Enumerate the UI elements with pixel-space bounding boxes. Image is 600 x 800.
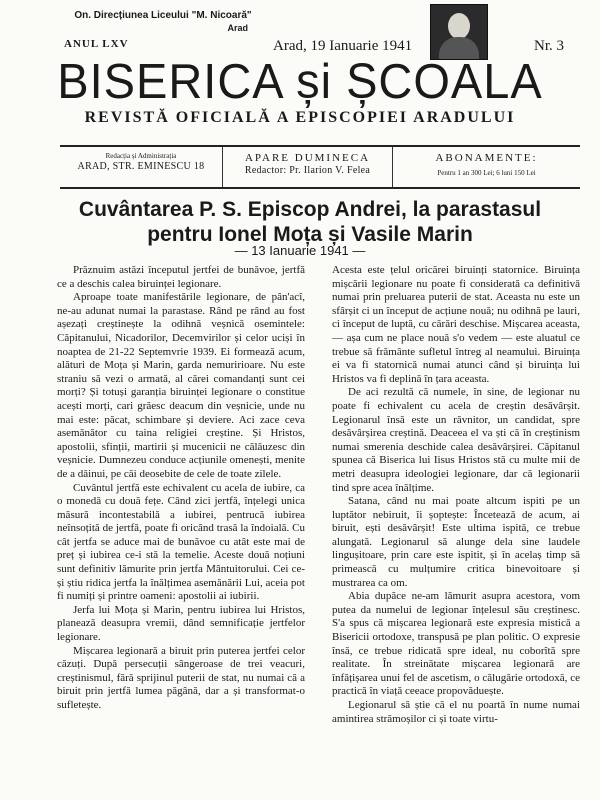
paragraph: Acesta este țelul oricărei biruinți statornice. Biruința mișcării legionare nu poate fi considerată ca definitivă numai prin preluarea puterii de stat. Aceasta nu este un sfârșit ci un început de acțiune nouă; nu odihnă pe lauri, ci început de luptă, cu cărări deschise. Mișcarea aceasta, — așa cum ne place nouă s'o vedem — este aluatul ce trebue să frământe sufletul întreg al neamului. Biruința ei va fi statornică numai atunci când și biruința lui Hristos va fi deplină în țara aceasta.	[332, 264, 580, 385]
paragraph: Cuvântul jertfă este echivalent cu acela de iubire, ca o monedă cu două fețe. Când zici jertfă, înțelegi unica măsură incontestabilă a iubirei, pentrucă iubirea neînsoțită de jertfă, poate fi oricând trasă la îndoială. Cu cât jertfa se aduce mai de bunăvoe cu atât este mai de preț și iubirea ce-i stă la temelie. Aceste două noțiuni sunt definitiv lămurite prin jertfa Mântuitorului. Cei ce-și știu ridica jertfa la înălțimea asemănării Lui, aceia pot fi numiți și printre oameni: apostolii ai iubirii.	[57, 481, 305, 603]
info-box	[60, 145, 580, 189]
stamp-text: On. Direcțiunea Liceului "M. Nicoară"	[74, 10, 252, 21]
portrait-photo	[430, 4, 488, 60]
paragraph: Satana, când nu mai poate altcum ispiti pe un luptător nebiruit, îi șoptește: Încetează de acum, ai biruit, ești desăvârșit! Este ultima ispită, ce trebue alungată. Legionarul să alunge dela sine laudele lingușitoare, prin care este ispitit, și în acelaș timp să primească cu mulțumire critica binevoitoare și mustrarea ca om.	[332, 495, 580, 589]
paragraph: Aproape toate manifestările legionare, de pân'acî, ne-au adunat numai la parastase. Rând pe rând au fost așezați creștinește la odihnă veșnică osemintele: Căpitanului, Nicadorilor, Decemvirilor și celor uciși în noaptea de 21-22 Septemvrie 1939. Ei formează acum, alături de Moța și Marin, garda nemuririoare. Nu este straniu să vezi o armată, al cărei comandanți sunt cei morți? Și totuși garanția biruinței legionare o constitue acești morți, cari grăesc deacum din veșnicie, unde nu mai este: păcat, schimbare și deviere. Aci zace ceva asemănător cu taina religiei creștine. Și Hristos, apostolii, sfinții, martirii și mucenicii ne călăuzesc din veșnicie. Dumnezeu conduce acțiunile omenești, menite de a dăinui, pe căi deosebite de cele de toate zilele.	[57, 291, 305, 480]
headline-line-1: Cuvântarea P. S. Episcop Andrei, la parastasul	[78, 198, 542, 221]
editorial-cell	[60, 147, 223, 187]
portrait-head	[448, 13, 470, 39]
paragraph: Prăznuim astăzi începutul jertfei de bunăvoe, jertfă ce a deschis calea biruinței legionare.	[57, 264, 305, 290]
paragraph: Legionarul să știe că el nu poartă în nume numai amintirea strămoșilor ci și toate virtu-	[332, 699, 580, 725]
library-stamp	[58, 10, 268, 34]
stamp-city: Arad	[227, 23, 248, 33]
paragraph: Jerfa lui Moța și Marin, pentru iubirea lui Hristos, planează deasupra vremii, dând semnificație jertfelor legionare.	[57, 603, 305, 644]
subscription-label: ABONAMENTE:	[435, 152, 538, 164]
issue-date: Arad, 19 Ianuarie 1941	[273, 38, 413, 54]
masthead-title: BISERICA și ȘCOALA	[57, 52, 543, 109]
editor-name: Redactor: Pr. Ilarion V. Felea	[244, 165, 371, 176]
paragraph: Abia dupăce ne-am lămurit asupra acestora, vom putea da numelui de legionar înțelesul său creștinesc. S'a spus că mișcarea legionară este expresia mistică a Bisericii ortodoxe, transpusă pe plan politic. O expresie însă, ce trebue ridicată spre ideal, nu coborîtă spre realitate. În streinătate mișcarea legionară are înfățișarea unui fel de ascetism, o călugărie ortodoxă, ce practică în viață ceeace propovăduește.	[332, 590, 580, 698]
masthead-subtitle: REVISTĂ OFICIALĂ A EPISCOPIEI ARADULUI	[84, 109, 516, 126]
issue-year: ANUL LXV	[64, 38, 129, 50]
article-headline	[40, 197, 580, 247]
right-column	[332, 264, 580, 726]
appears-label: APARE DUMINECA	[244, 152, 371, 164]
editorial-address: ARAD, STR. EMINESCU 18	[77, 161, 205, 172]
paragraph: De aci rezultă că numele, în sine, de legionar nu poate fi echivalent cu acela de creștin desăvârșit. Legionarul însă este un răvnitor, un candidat, spre desăvârșirea creștină. Deaceea el va ști că în creștinism numai smerenia deschide calea desăvârșirei. Căpitanul spunea că Biserica lui Iisus Hristos stă cu multe mii de metri deasupra ideologiei legionare, dar că legionarii tind spre acea înălțime.	[332, 386, 580, 494]
headline-line-2: pentru Ionel Moța și Vasile Marin	[147, 223, 473, 246]
appears-cell	[223, 147, 393, 187]
editorial-label: Redacția și Administrația	[105, 152, 177, 160]
paragraph: Mișcarea legionară a biruit prin puterea jertfei celor căzuți. După persecuții sângeroase de trei veacuri, creștinismul, fără sprijinul puterii de stat, nu numai că a biruit prin jertfă lumea păgână, dar a și transformat-o sufletește.	[57, 644, 305, 711]
left-column	[57, 264, 305, 713]
subscription-prices: Pentru 1 an 300 Lei; 6 luni 150 Lei	[437, 169, 536, 177]
subscription-cell	[393, 147, 580, 187]
issue-number: Nr. 3	[534, 38, 564, 54]
article-dateline: — 13 Ianuarie 1941 —	[234, 243, 366, 258]
